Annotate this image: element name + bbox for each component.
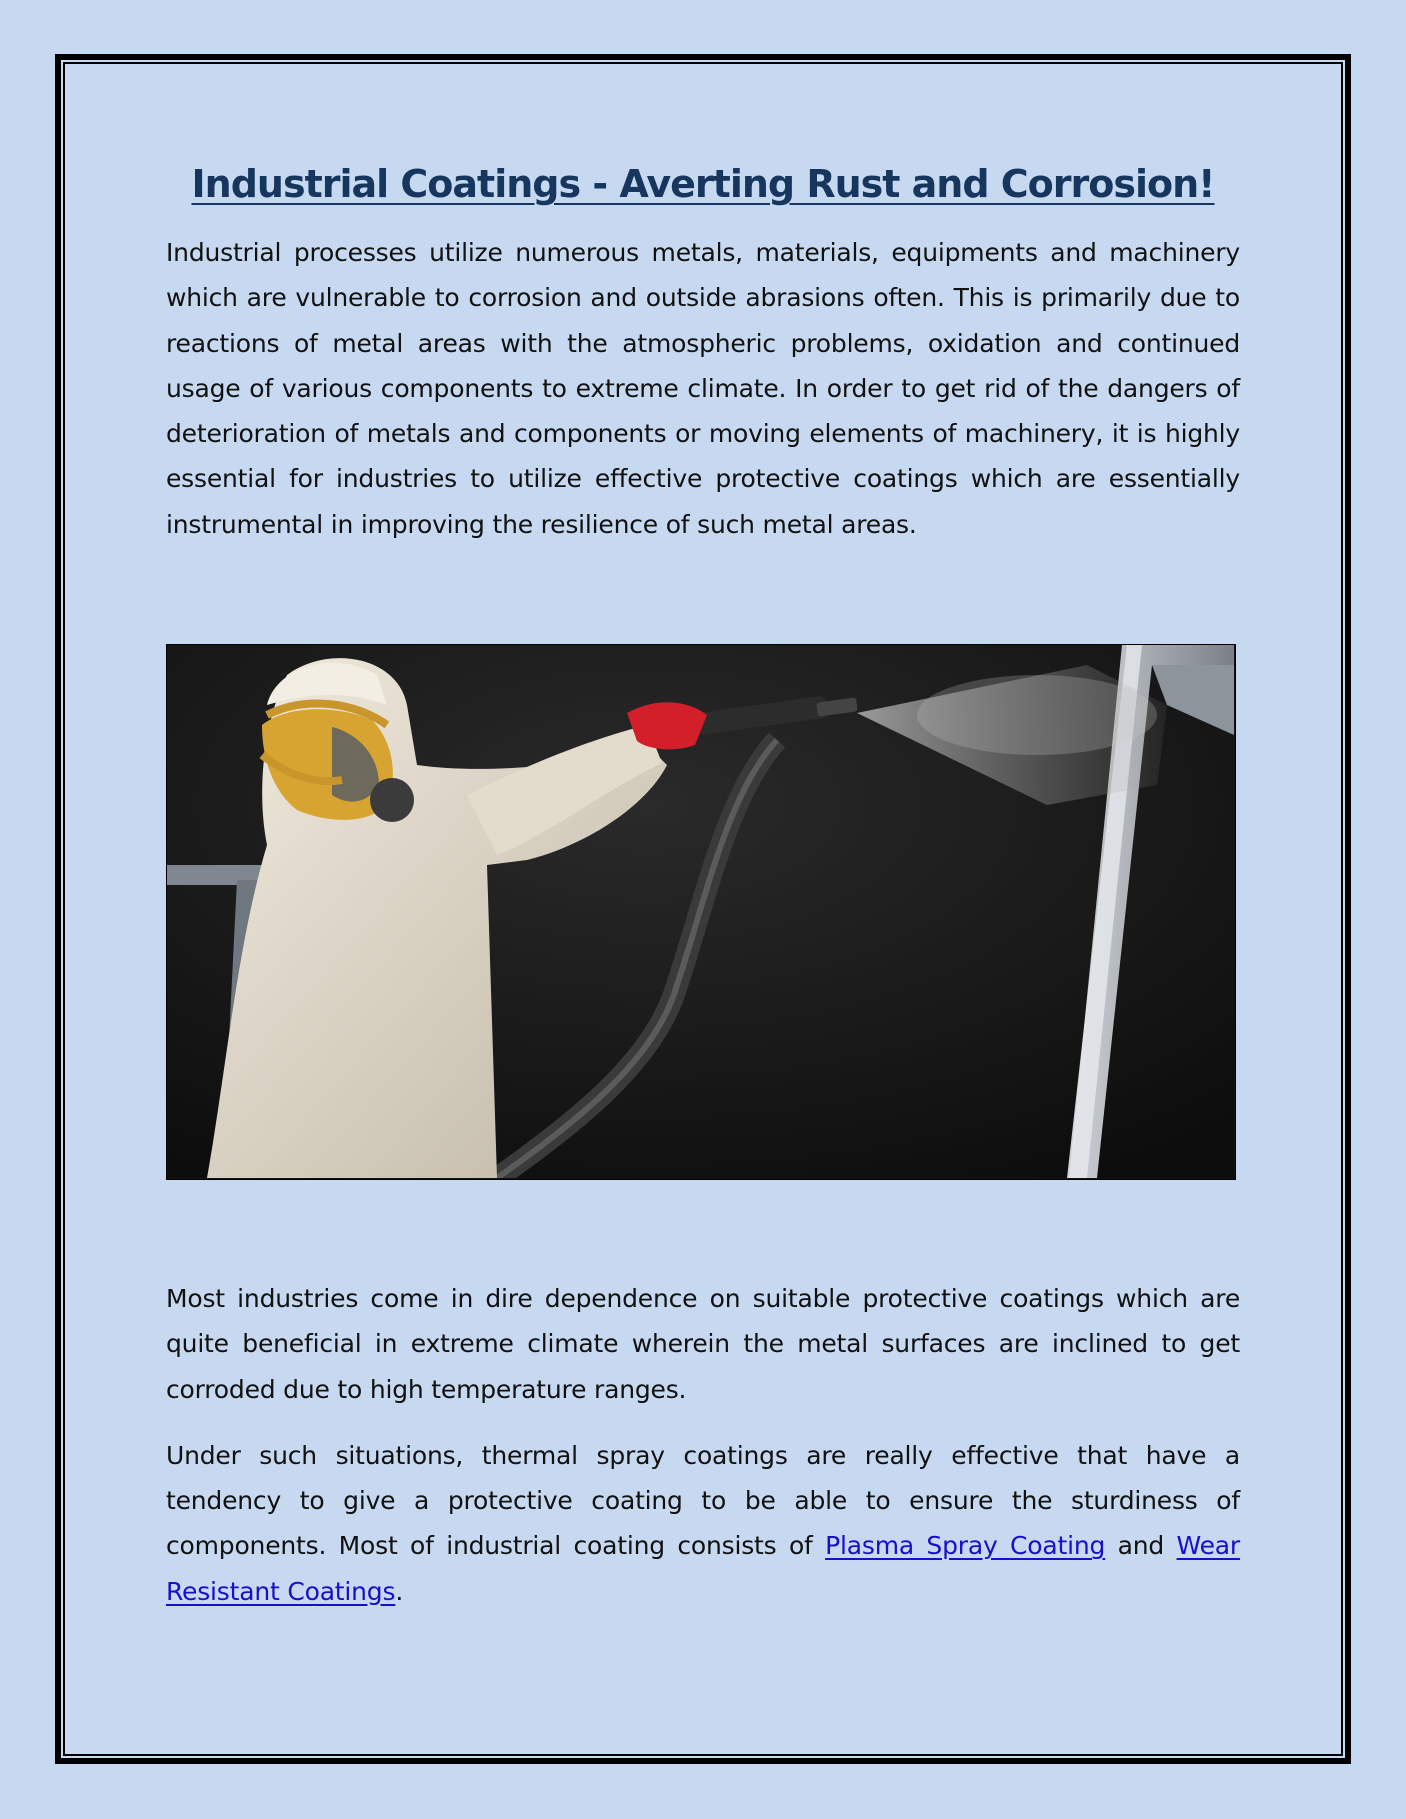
plasma-spray-coating-link[interactable]: Plasma Spray Coating bbox=[825, 1531, 1106, 1561]
paragraph-text: and bbox=[1105, 1531, 1177, 1561]
paragraph-text: . bbox=[395, 1576, 404, 1606]
spray-coating-photo bbox=[166, 644, 1236, 1180]
paragraph-thermal-spray bbox=[166, 1433, 1240, 1614]
paragraph-intro: Industrial processes utilize numerous metals, materials, equipments and machinery which are vulnerable to corrosion and outside abrasions often. This is primarily due to reactions of metal areas with the atmospheric problems, oxidation and continued usage of various components to extreme climate. In order to get rid of the dangers of deterioration of metals and components or moving elements of machinery, it is highly essential for industries to utilize effective protective coatings which are essentially instrumental in improving the resilience of such metal areas. bbox=[166, 238, 1240, 539]
wear-resistant-coatings-link[interactable]: Wear Resistant Coatings bbox=[166, 1531, 1240, 1606]
paragraph-text: Under such situations, thermal spray coatings are really effective that have a tendency to give a protective coating to be able to ensure the sturdiness of components. Most of industrial coating consists of bbox=[166, 1440, 1240, 1561]
document-body-lower bbox=[166, 1276, 1240, 1614]
document-body bbox=[166, 160, 1240, 547]
paragraph-dependence: Most industries come in dire dependence on suitable protective coatings which are quite beneficial in extreme climate wherein the metal surfaces are inclined to get corroded due to high temperature ranges. bbox=[166, 1284, 1240, 1404]
document-title: Industrial Coatings - Averting Rust and Corrosion! bbox=[191, 162, 1215, 206]
